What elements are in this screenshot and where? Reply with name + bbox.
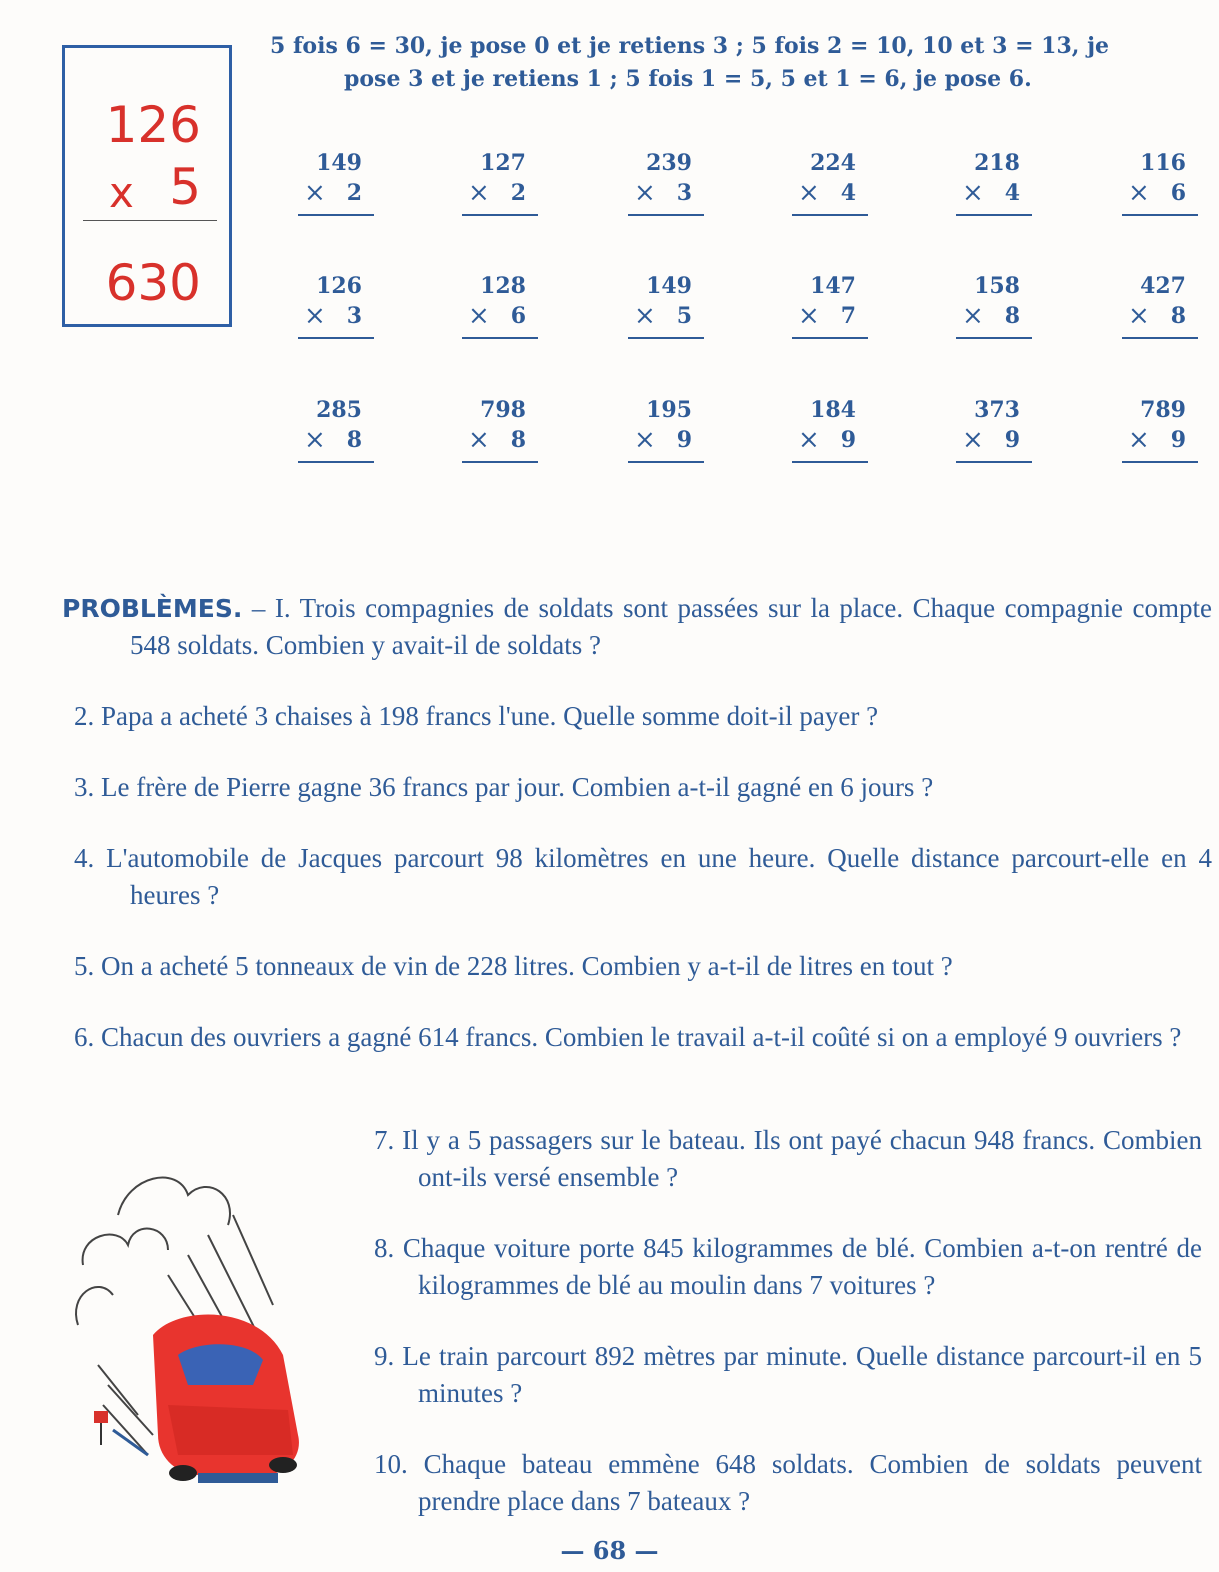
problems-right-column xyxy=(360,1122,1202,1554)
problems-section xyxy=(62,590,1212,1090)
exercise-multiplier: 4 xyxy=(840,180,856,206)
exercise-rule xyxy=(628,461,704,463)
exercise-rule xyxy=(1122,337,1198,339)
times-sign: × xyxy=(634,425,656,455)
times-sign: × xyxy=(798,178,820,208)
multiplication-exercise xyxy=(956,150,1032,230)
times-sign: × xyxy=(1128,425,1150,455)
exercise-rule xyxy=(462,461,538,463)
exercise-rule xyxy=(298,337,374,339)
exercise-multiplicand: 149 xyxy=(646,273,692,299)
example-multiplier: 5 xyxy=(169,158,201,216)
exercise-multiplier: 6 xyxy=(1170,180,1186,206)
problem-9: 9. Le train parcourt 892 mètres par minute. Quelle distance parcourt-il en 5 minutes ? xyxy=(374,1341,1202,1408)
exercise-rule xyxy=(792,214,868,216)
multiplication-exercise xyxy=(1122,397,1198,477)
exercise-multiplicand: 195 xyxy=(646,397,692,423)
exercise-multiplier: 8 xyxy=(346,427,362,453)
problem-8: 8. Chaque voiture porte 845 kilogrammes de blé. Combien a-t-on rentré de kilogrammes de blé au moulin dans 7 voitures ? xyxy=(374,1233,1202,1300)
times-sign: × xyxy=(634,301,656,331)
exercise-multiplicand: 218 xyxy=(974,150,1020,176)
exercise-rule xyxy=(298,461,374,463)
exercise-multiplicand: 126 xyxy=(316,273,362,299)
exercise-multiplier: 6 xyxy=(510,303,526,329)
multiplication-exercise xyxy=(792,273,868,353)
exercise-multiplier: 3 xyxy=(346,303,362,329)
times-sign: × xyxy=(1128,301,1150,331)
exercise-multiplier: 3 xyxy=(676,180,692,206)
problem-3: 3. Le frère de Pierre gagne 36 francs par jour. Combien a-t-il gagné en 6 jours ? xyxy=(74,772,934,802)
roadside-post xyxy=(94,1411,148,1455)
exercise-multiplier: 2 xyxy=(510,180,526,206)
times-sign: × xyxy=(798,301,820,331)
exercise-multiplicand: 158 xyxy=(974,273,1020,299)
multiplication-exercise xyxy=(628,273,704,353)
exercise-multiplier: 4 xyxy=(1004,180,1020,206)
problem-2: 2. Papa a acheté 3 chaises à 198 francs l'une. Quelle somme doit-il payer ? xyxy=(74,701,879,731)
exercise-rule xyxy=(1122,461,1198,463)
exercise-rule xyxy=(1122,214,1198,216)
exercise-multiplicand: 789 xyxy=(1140,397,1186,423)
exercise-multiplicand: 373 xyxy=(974,397,1020,423)
multiplication-exercise xyxy=(628,397,704,477)
times-sign: × xyxy=(1128,178,1150,208)
times-sign: × xyxy=(304,425,326,455)
multiplication-exercise xyxy=(462,150,538,230)
times-sign: × xyxy=(962,301,984,331)
exercise-multiplier: 8 xyxy=(1170,303,1186,329)
multiplication-exercise xyxy=(792,150,868,230)
exercise-multiplicand: 239 xyxy=(646,150,692,176)
worked-example-box xyxy=(62,45,232,327)
multiplication-exercise xyxy=(462,273,538,353)
page-number: — 68 — xyxy=(560,1536,659,1565)
exercise-multiplicand: 798 xyxy=(480,397,526,423)
problem-4: 4. L'automobile de Jacques parcourt 98 kilomètres en une heure. Quelle distance parcourt-elle en 4 heures ? xyxy=(74,843,1212,910)
exercise-multiplier: 9 xyxy=(840,427,856,453)
exercise-rule xyxy=(956,461,1032,463)
problem-5: 5. On a acheté 5 tonneaux de vin de 228 litres. Combien y a-t-il de litres en tout ? xyxy=(74,951,953,981)
exercise-multiplicand: 149 xyxy=(316,150,362,176)
multiplication-exercise xyxy=(462,397,538,477)
problem-1 xyxy=(62,590,1212,664)
exercise-multiplicand: 224 xyxy=(810,150,856,176)
multiplication-exercise xyxy=(1122,273,1198,353)
times-sign: × xyxy=(304,301,326,331)
multiplication-exercise xyxy=(298,273,374,353)
exercise-multiplier: 2 xyxy=(346,180,362,206)
problems-title: PROBLÈMES. xyxy=(62,594,243,623)
multiplication-exercise xyxy=(298,150,374,230)
exercise-rule xyxy=(956,214,1032,216)
times-sign: × xyxy=(962,425,984,455)
exercise-multiplier: 9 xyxy=(1170,427,1186,453)
exercise-multiplier: 7 xyxy=(840,303,856,329)
example-rule xyxy=(83,220,217,221)
times-sign: × xyxy=(304,178,326,208)
problem-10: 10. Chaque bateau emmène 648 soldats. Combien de soldats peuvent prendre place dans 7 bateaux ? xyxy=(374,1449,1202,1516)
exercise-rule xyxy=(462,214,538,216)
example-times-sign: x xyxy=(109,168,134,217)
times-sign: × xyxy=(798,425,820,455)
multiplication-exercise xyxy=(792,397,868,477)
exercise-multiplicand: 147 xyxy=(810,273,856,299)
exercise-rule xyxy=(462,337,538,339)
exercise-multiplicand: 427 xyxy=(1140,273,1186,299)
exercise-multiplier: 8 xyxy=(510,427,526,453)
times-sign: × xyxy=(634,178,656,208)
exercise-multiplicand: 116 xyxy=(1140,150,1186,176)
explanation-line-2: pose 3 et je retiens 1 ; 5 fois 1 = 5, 5 et 1 = 6, je pose 6. xyxy=(344,66,1032,92)
exercise-rule xyxy=(792,337,868,339)
exercise-multiplier: 9 xyxy=(676,427,692,453)
times-sign: × xyxy=(962,178,984,208)
car-body xyxy=(153,1315,299,1483)
exercise-multiplicand: 128 xyxy=(480,273,526,299)
exercise-rule xyxy=(298,214,374,216)
exercise-multiplicand: 184 xyxy=(810,397,856,423)
exercise-rule xyxy=(956,337,1032,339)
exercise-multiplicand: 285 xyxy=(316,397,362,423)
problem-7: 7. Il y a 5 passagers sur le bateau. Ils ont payé chacun 948 francs. Combien ont-ils versé ensemble ? xyxy=(374,1125,1202,1192)
times-sign: × xyxy=(468,178,490,208)
example-result: 630 xyxy=(105,254,201,312)
speeding-car-illustration xyxy=(58,1155,318,1525)
explanation-line-1: 5 fois 6 = 30, je pose 0 et je retiens 3 ; 5 fois 2 = 10, 10 et 3 = 13, je xyxy=(270,33,1110,59)
multiplication-exercise xyxy=(298,397,374,477)
times-sign: × xyxy=(468,301,490,331)
exercise-multiplier: 9 xyxy=(1004,427,1020,453)
exercise-rule xyxy=(628,337,704,339)
example-multiplicand: 126 xyxy=(105,96,201,154)
multiplication-exercise xyxy=(956,397,1032,477)
problem-6: 6. Chacun des ouvriers a gagné 614 francs. Combien le travail a-t-il coûté si on a employé 9 ouvriers ? xyxy=(74,1022,1182,1052)
exercise-multiplier: 5 xyxy=(676,303,692,329)
multiplication-exercise xyxy=(956,273,1032,353)
method-explanation xyxy=(270,30,1210,96)
multiplication-exercise xyxy=(1122,150,1198,230)
exercise-rule xyxy=(628,214,704,216)
exercise-multiplicand: 127 xyxy=(480,150,526,176)
times-sign: × xyxy=(468,425,490,455)
exercise-rule xyxy=(792,461,868,463)
exercise-multiplier: 8 xyxy=(1004,303,1020,329)
multiplication-exercise xyxy=(628,150,704,230)
problem-text: – I. Trois compagnies de soldats sont passées sur la place. Chaque compagnie compte 548 soldats. Combien y avait-il de soldats ? xyxy=(130,593,1213,660)
